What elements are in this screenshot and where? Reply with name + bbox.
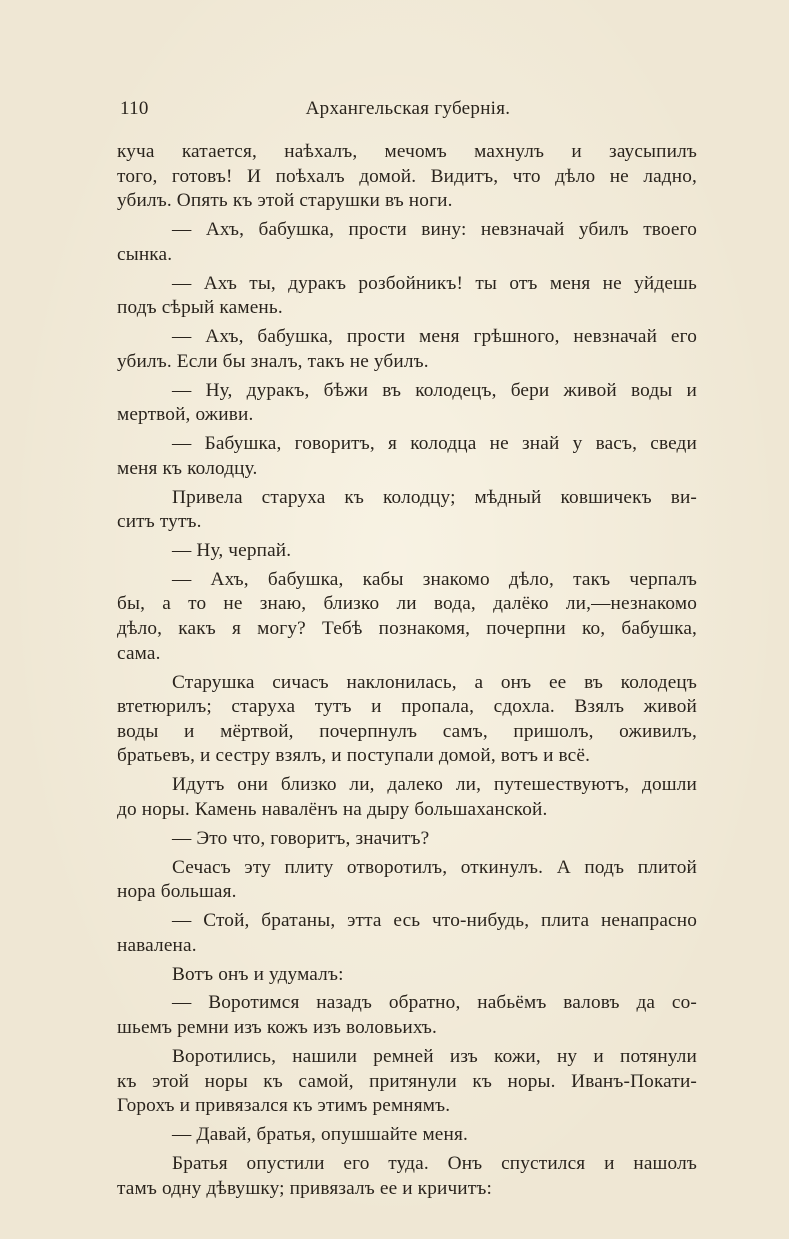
text-line: ситъ тутъ. [117,511,202,533]
text-line: Вотъ онъ и удумалъ: [172,963,344,985]
text-line: навалена. [117,934,197,956]
text-line: тамъ одну дѣвушку; привязалъ ее и кричитъ: [117,1177,492,1199]
paragraph [117,671,697,769]
text-line: воды и мёртвой, почерпнулъ самъ, пришолъ, оживилъ, [117,720,697,742]
text-line: — Ну, черпай. [172,539,292,561]
paragraph [117,379,697,428]
text-line: Привела старуха къ колодцу; мѣдный ковшичекъ ви- [172,486,697,508]
paragraph [117,140,697,214]
text-line: Горохъ и привязался къ этимъ ремнямъ. [117,1095,451,1117]
paragraph [117,773,697,822]
text-line: дѣло, какъ я могу? Тебѣ познакомя, почерпни ко, бабушка, [117,618,697,640]
text-line: сынка. [117,243,173,265]
paragraph [117,539,697,564]
text-line: — Ахъ, бабушка, прости вину: невзначай убилъ твоего [172,219,697,241]
text-line: къ этой норы къ самой, притянули къ норы. Иванъ-Покати- [117,1070,697,1092]
text-line: до норы. Камень навалёнъ на дыру большаханской. [117,798,548,820]
text-line: шьемъ ремни изъ кожъ изъ воловьихъ. [117,1017,438,1039]
paragraph [117,991,697,1040]
text-line: Братья опустили его туда. Онъ спустился и нашолъ [172,1152,697,1174]
body-text [117,140,697,1205]
text-line: мертвой, оживи. [117,404,254,426]
text-line: втетюрилъ; старуха тутъ и пропала, сдохла. Взялъ живой [117,696,697,718]
page-header [120,98,696,128]
paragraph [117,325,697,374]
paragraph [117,218,697,267]
text-line: нора большая. [117,881,237,903]
page-number: 110 [120,98,149,119]
paragraph [117,909,697,958]
text-line: — Стой, братаны, этта есь что-нибудь, плита ненапрасно [172,910,697,932]
text-line: Идутъ они близко ли, далеко ли, путешествуютъ, дошли [172,774,697,796]
paragraph [117,568,697,666]
paragraph [117,272,697,321]
paragraph [117,432,697,481]
text-line: подъ сѣрый камень. [117,297,283,319]
text-line: — Это что, говоритъ, значитъ? [172,827,430,849]
text-line: — Ахъ, бабушка, прости меня грѣшного, невзначай его [172,326,697,348]
text-line: Сечасъ эту плиту отворотилъ, откинулъ. А подъ плитой [172,856,697,878]
paragraph [117,963,697,988]
text-line: бы, а то не знаю, близко ли вода, далёко ли,—незнакомо [117,593,697,615]
text-line: убилъ. Если бы зналъ, такъ не убилъ. [117,350,429,372]
text-line: — Ахъ, бабушка, кабы знакомо дѣло, такъ черпалъ [172,568,697,590]
paragraph [117,1045,697,1119]
text-line: Воротились, нашили ремней изъ кожи, ну и потянули [172,1045,697,1067]
text-line: — Воротимся назадъ обратно, набьёмъ валовъ да со- [172,992,697,1014]
paragraph [117,486,697,535]
text-line: Старушка сичасъ наклонилась, а онъ ее въ колодецъ [172,671,697,693]
text-line: того, готовъ! И поѣхалъ домой. Видитъ, что дѣло не ладно, [117,165,697,187]
text-line: братьевъ, и сестру взялъ, и поступали домой, вотъ и всё. [117,745,591,767]
paragraph [117,856,697,905]
paragraph [117,1123,697,1148]
text-line: меня къ колодцу. [117,457,258,479]
paragraph [117,827,697,852]
text-line: — Давай, братья, опушшайте меня. [172,1124,468,1146]
running-head: Архангельская губернія. [305,98,511,119]
text-line: — Ну, дуракъ, бѣжи въ колодецъ, бери живой воды и [172,379,697,401]
text-line: — Ахъ ты, дуракъ розбойникъ! ты отъ меня не уйдешь [172,272,697,294]
text-line: куча катается, наѣхалъ, мечомъ махнулъ и заусыпилъ [117,141,697,162]
paragraph [117,1152,697,1201]
text-line: убилъ. Опять къ этой старушки въ ноги. [117,190,453,212]
text-line: сама. [117,642,161,664]
text-line: — Бабушка, говоритъ, я колодца не знай у васъ, сведи [172,433,697,455]
